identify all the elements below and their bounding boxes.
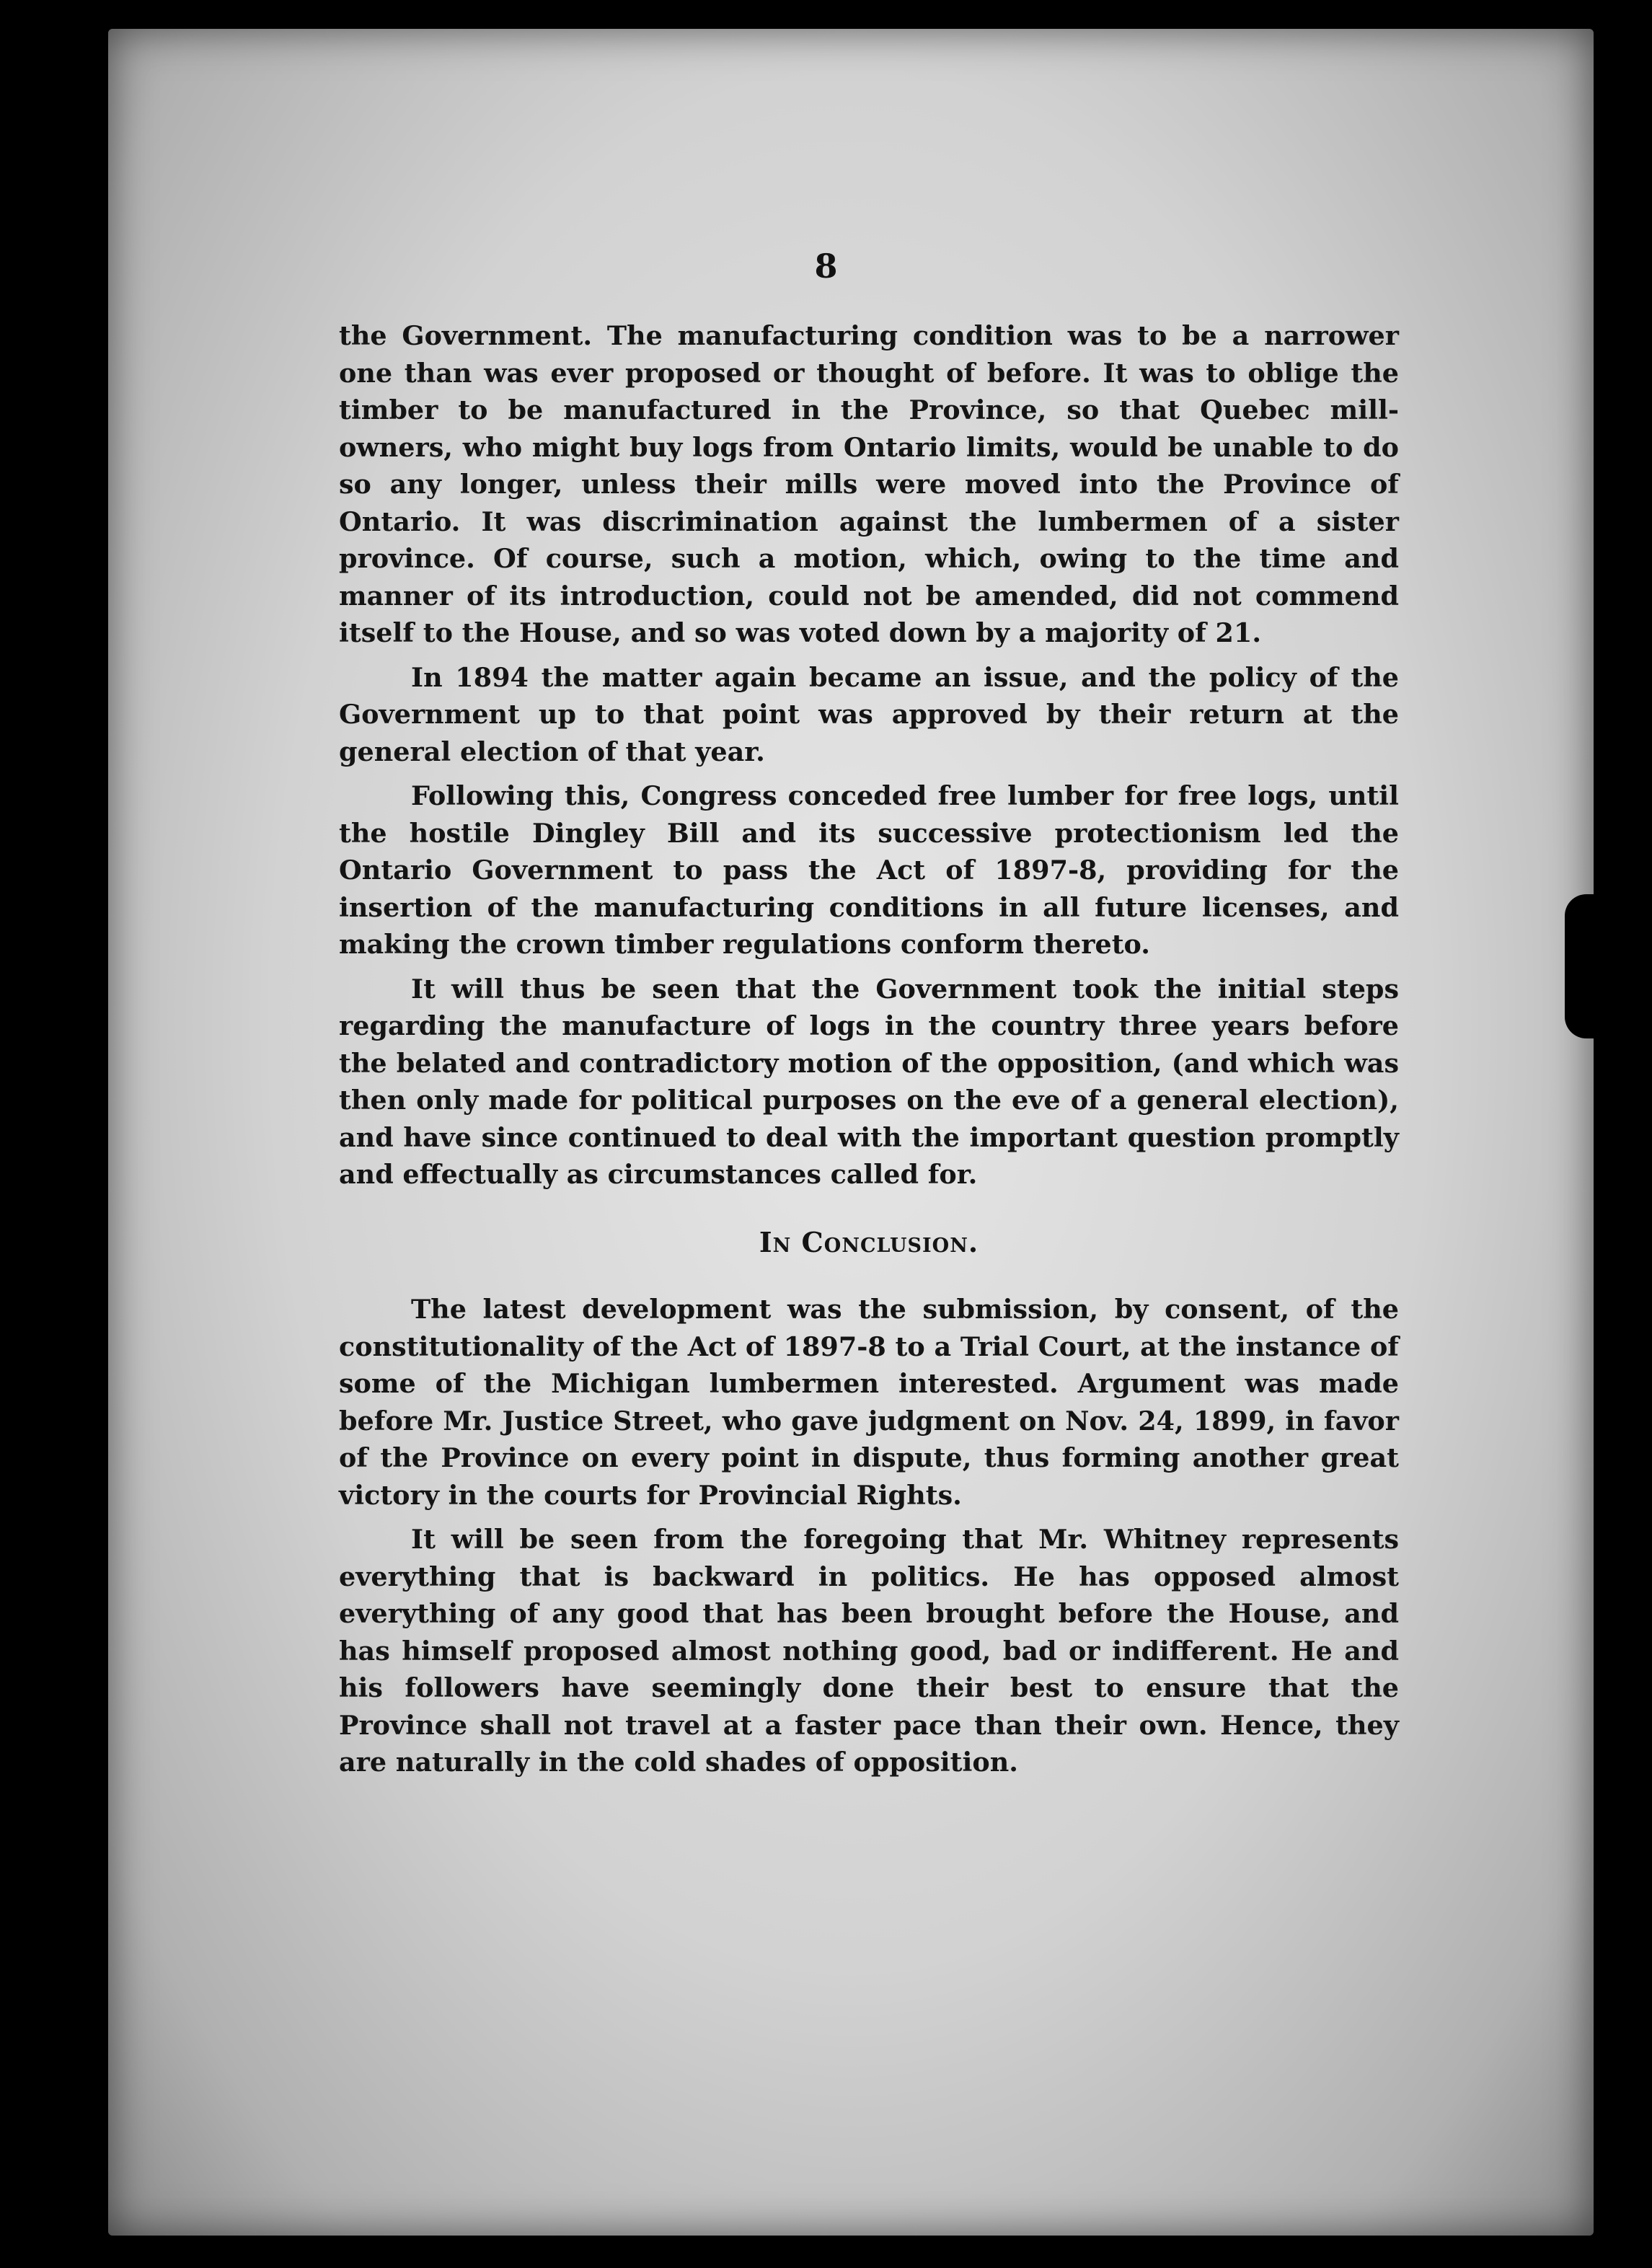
page-edge-tear <box>1565 894 1608 1038</box>
paragraph-2: In 1894 the matter again became an issue, and the policy of the Government up to that point was approved by their return at the general election of that year. <box>339 661 1399 767</box>
section-heading: In Conclusion. <box>759 1225 979 1258</box>
page-number: 8 <box>814 247 838 286</box>
paragraph-6: It will be seen from the foregoing that Mr. Whitney represents everything that is backward in politics. He has opposed almost everything of any good that has been brought before the House, and has himself proposed almost nothing good, bad or indifferent. He and his followers have seemingly done their best to ensure that the Province shall not travel at a faster pace than their own. Hence, they are naturally in the cold shades of opposition. <box>339 1524 1399 1778</box>
paragraph-4: It will thus be seen that the Government took the initial steps regarding the manufacture of logs in the country three years before the belated and contradictory motion of the opposition, (and which was then only made for political purposes on the eve of a general election), and have since continued to deal with the important question promptly and effectually as circumstances called for. <box>339 973 1399 1190</box>
body-text <box>339 317 1399 1788</box>
paragraph-5: The latest development was the submission, by consent, of the constitutionality of the Act of 1897-8 to a Trial Court, at the instance of some of the Michigan lumbermen interested. Argument was made before Mr. Justice Street, who gave judgment on Nov. 24, 1899, in favor of the Province on every point in dispute, thus forming another great victory in the courts for Provincial Rights. <box>339 1294 1399 1511</box>
paragraph-3: Following this, Congress conceded free lumber for free logs, until the hostile Dingley Bill and its successive protectionism led the Ontario Government to pass the Act of 1897-8, providing for the insertion of the manufacturing conditions in all future licenses, and making the crown timber regulations conform thereto. <box>339 780 1399 960</box>
paragraph-1: the Government. The manufacturing condition was to be a narrower one than was ever proposed or thought of before. It was to oblige the timber to be manufactured in the Province, so that Quebec mill-owners, who might buy logs from Ontario limits, would be unable to do so any longer, unless their mills were moved into the Province of Ontario. It was discrimination against the lumbermen of a sister province. Of course, such a motion, which, owing to the time and manner of its introduction, could not be amended, did not commend itself to the House, and so was voted down by a majority of 21. <box>339 320 1399 648</box>
